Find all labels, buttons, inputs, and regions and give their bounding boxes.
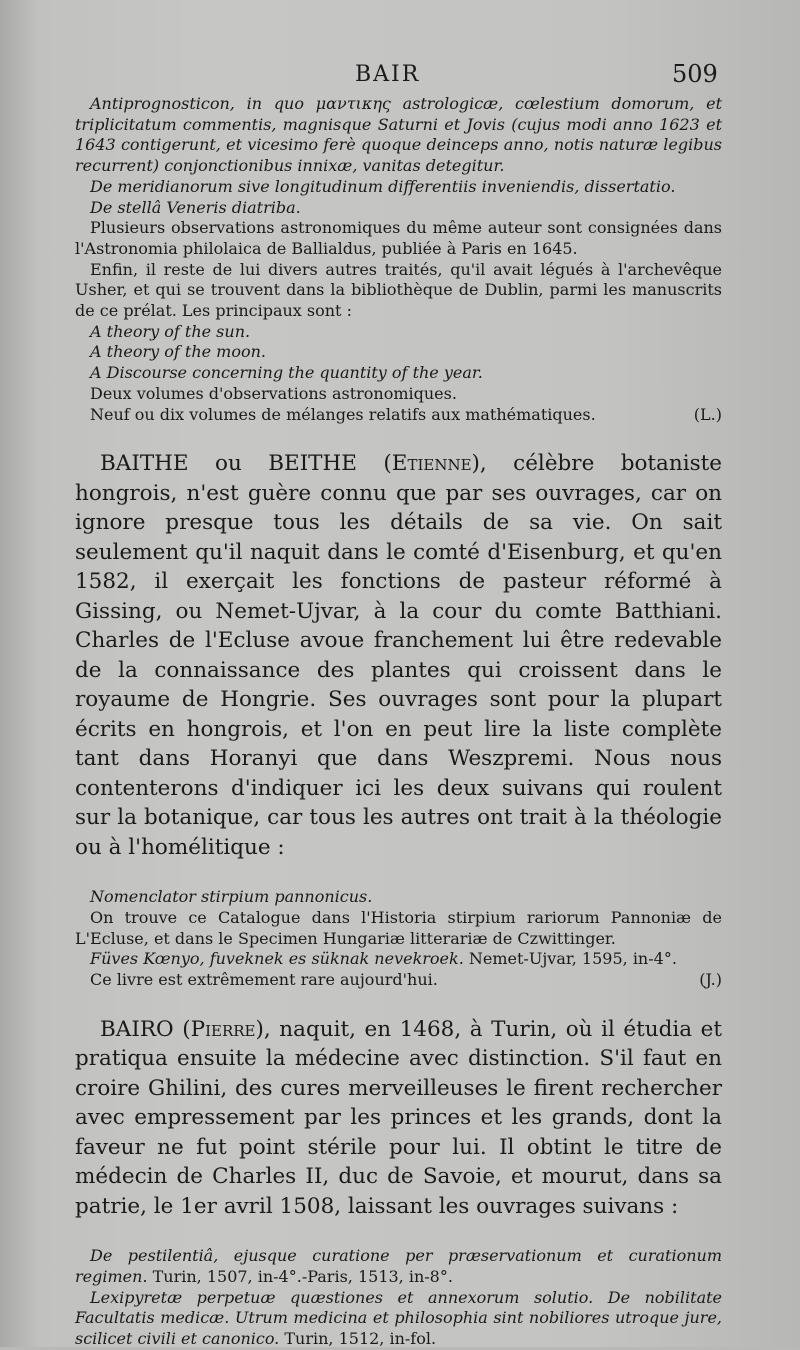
entry-first-name: (Etienne), [383,451,487,477]
manuscript-item-moon: A theory of the moon. [90,342,267,362]
baithe-section [75,449,722,991]
work-de-pestilentia [75,1246,722,1287]
entry-baithe [75,449,722,862]
spacer [75,862,722,887]
page-content [75,94,722,1350]
spacer [75,1221,722,1246]
manuscript-item-sun: A theory of the sun. [90,321,251,341]
work-stella-veneris: De stellâ Veneris diatriba. [90,197,301,217]
entry-first-name: (Pierre), [182,1016,271,1042]
author-signature: (J.) [699,970,722,990]
paragraph-observations: Plusieurs observations astronomiques du même auteur sont consignées dans l'Astronomia philolaica de Ballialdus, publiée à Paris en 1645. [75,218,722,258]
work-title: Lexipyretæ perpetuæ quæstiones et annexorum solutio. De nobilitate Facultatis medicæ. Utrum medicina et philosophia sint nobiliores utroque jure, scilicet civili et canonico. [75,1287,722,1349]
bair-section [75,94,722,425]
manuscript-item-melanges [75,405,722,426]
work-antiprognosticon: Antiprognosticon, in quo μαντικης astrologicæ, cœlestium domorum, et triplicitatum commentis, magnisque Saturni et Jovis (cujus modi anno 1623 et 1643 contigerunt, et vicesimo ferè quoque deinceps anno, notis naturæ legibus recurrent) conjonctionibus innixæ, vanitas detegitur. [75,94,722,176]
entry-bairo [75,1015,722,1222]
work-lexipyretae [75,1288,722,1350]
bairo-section [75,1015,722,1350]
work-title: Füves Kœnyo, fuveknek es süknak nevekroek. [90,949,464,969]
work-fuves-note [75,970,722,991]
paragraph-enfin: Enfin, il reste de lui divers autres traités, qu'il avait légués à l'archevêque Usher, et qui se trouvent dans la bibliothèque de Dublin, parmi les manuscrits de ce prélat. Les principaux sont : [75,259,722,321]
manuscript-item-observations: Deux volumes d'observations astronomiques. [90,383,457,403]
manuscript-item-year: A Discourse concerning the quantity of the year. [90,363,483,383]
running-head: BAIR [355,62,421,87]
work-nomenclator: Nomenclator stirpium pannonicus. [90,887,373,907]
work-title: De pestilentiâ, ejusque curatione per præservationum et curationum regimen. [75,1246,722,1286]
work-nomenclator-note: On trouve ce Catalogue dans l'Historia stirpium rariorum Pannoniæ de L'Ecluse, et dans le Specimen Hungariæ litterariæ de Czwittinger. [75,907,722,948]
entry-body: célèbre botaniste hongrois, n'est guère connu que par ses ouvrages, car on ignore presque tous les détails de sa vie. On sait seulement qu'il naquit dans le comté d'Eisenburg, et qu'en 1582, il exerçait les fonctions de pasteur réformé à Gissing, ou Nemet-Ujvar, à la cour du comte Batthiani. Charles de l'Ecluse avoue franchement lui être redevable de la connaissance des plantes qui croissent dans le royaume de Hongrie. Ses ouvrages sont pour la plupart écrits en hongrois, et l'on en peut lire la liste complète tant dans Horanyi que dans Weszpremi. Nous nous contenterons d'indiquer ici les deux suivans qui roulent sur la botanique, car tous les autres ont trait à la théologie ou à l'homélitique : [75,451,722,860]
rarity-note: Ce livre est extrêmement rare aujourd'hui. [90,970,438,990]
melanges-text: Neuf ou dix volumes de mélanges relatifs aux mathématiques. [90,404,596,424]
work-meridianorum: De meridianorum sive longitudinum differentiis inveniendis, dissertatio. [90,176,676,196]
entry-body: naquit, en 1468, à Turin, où il étudia et pratiqua ensuite la médecine avec distinction. S'il faut en croire Ghilini, des cures merveilleuses le firent rechercher avec empressement par les princes et les grands, dont la faveur ne fut point stérile pour lui. Il obtint le titre de médecin de Charles II, duc de Savoie, et mourut, dans sa patrie, le 1er avril 1508, laissant les ouvrages suivans : [75,1016,722,1219]
entry-name: BAIRO [100,1016,174,1042]
work-publication: Turin, 1507, in-4°.-Paris, 1513, in-8°. [152,1266,453,1286]
author-signature: (L.) [693,404,722,424]
page-number: 509 [672,60,718,88]
entry-name: BAITHE ou BEITHE [100,451,357,477]
work-publication: Nemet-Ujvar, 1595, in-4°. [468,949,677,969]
work-publication: Turin, 1512, in-fol. [284,1329,437,1349]
page-header [0,62,800,92]
work-fuves-koenyo [75,949,722,970]
